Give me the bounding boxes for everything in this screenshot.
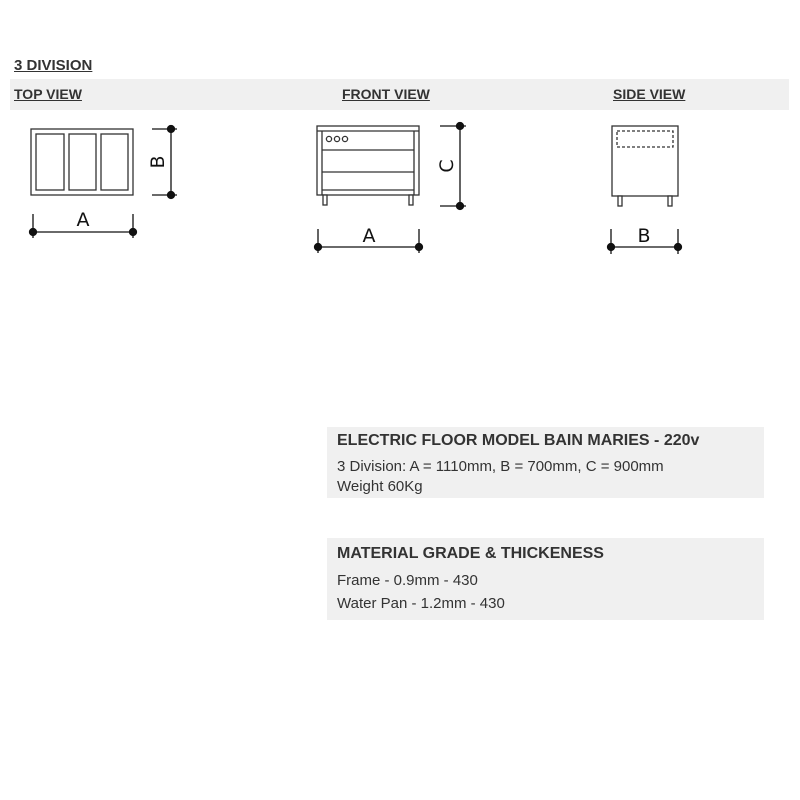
control-knob-icon	[326, 136, 331, 141]
front-dimension-c-label: C	[436, 159, 458, 173]
material-panel	[327, 538, 764, 620]
side-view-pan-hidden	[617, 131, 673, 147]
spec-title: ELECTRIC FLOOR MODEL BAIN MARIES - 220v	[337, 432, 700, 449]
control-knob-icon	[342, 136, 347, 141]
front-view-cabinet	[317, 126, 419, 195]
top-view-label: TOP VIEW	[14, 86, 82, 102]
side-view-drawing	[612, 126, 678, 206]
top-view-pan-3	[101, 134, 128, 190]
top-view-drawing	[31, 129, 133, 195]
side-view-label: SIDE VIEW	[613, 86, 686, 102]
front-dimension-a-label: A	[362, 225, 376, 247]
section-title: 3 DIVISION	[14, 57, 93, 74]
top-view-outline	[31, 129, 133, 195]
side-right-leg	[668, 196, 672, 206]
front-view-drawing	[317, 126, 419, 205]
material-frame-line: Frame - 0.9mm - 430	[337, 572, 478, 589]
top-view-pan-2	[69, 134, 96, 190]
top-dimension-b-label: B	[147, 155, 169, 169]
front-left-leg	[323, 195, 327, 205]
spec-size-line: 3 Division: A = 1110mm, B = 700mm, C = 900mm	[337, 458, 664, 475]
side-left-leg	[618, 196, 622, 206]
top-view-pan-1	[36, 134, 64, 190]
control-knob-icon	[334, 136, 339, 141]
spec-weight-line: Weight 60Kg	[337, 478, 423, 495]
side-dimension-b-label: B	[637, 225, 651, 247]
front-right-leg	[409, 195, 413, 205]
front-view-label: FRONT VIEW	[342, 86, 430, 102]
top-dimension-a-label: A	[76, 209, 90, 231]
material-title: MATERIAL GRADE & THICKENESS	[337, 545, 604, 562]
spec-panel	[327, 427, 764, 498]
side-view-cabinet	[612, 126, 678, 196]
material-water-pan-line: Water Pan - 1.2mm - 430	[337, 595, 505, 612]
technical-drawing	[0, 0, 800, 300]
